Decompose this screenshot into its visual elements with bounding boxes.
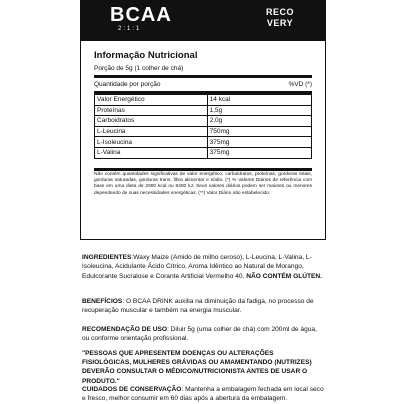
- nutrient-value: 375mg: [207, 147, 311, 158]
- table-row: [95, 116, 312, 127]
- nutrition-rule-bottom: [94, 168, 312, 171]
- storage-section: [82, 385, 324, 404]
- storage-text: : Mantenha a embalagem fechada em local seco e fresco, melhor consumir em 60 dias após a abertura da embalagem.: [82, 386, 324, 403]
- storage-label: CUIDADOS DE CONSERVAÇÃO: [82, 386, 182, 393]
- nutrient-value: 2,0g: [207, 116, 311, 127]
- vd-header-label: %VD (*): [288, 81, 312, 88]
- brand-tag-line1: RECO: [265, 7, 294, 17]
- nutrient-value: 375mg: [207, 137, 311, 148]
- nutrient-name: L-Valina: [95, 147, 208, 158]
- gluten-notice: NÃO CONTÉM GLÚTEN.: [246, 272, 323, 280]
- benefits-label: BENEFÍCIOS: [82, 298, 123, 305]
- brand-tag-line2: VERY: [266, 18, 294, 28]
- brand-tag: [258, 7, 302, 29]
- nutrient-value: 750mg: [207, 126, 311, 137]
- ingredients-text: :Waxy Maize (Amido de milho ceroso), L-Leucina, L-Valina, L-Isoleucina, Acidulante Ácido Cítrico, Aroma Idêntico ao Natural de Morango, Edulcorante Sucralose e Corante Artificial Vermelho 40.: [82, 254, 312, 280]
- nutrient-name: Carboidratos: [95, 116, 208, 127]
- benefits-section: [82, 297, 324, 316]
- health-warning: "PESSOAS QUE APRESENTEM DOENÇAS OU ALTERAÇÕES FISIOLÓGICAS, MULHERES GRÁVIDAS OU AMAMENTANDO (NUTRIZES) DEVERÃO CONSULTAR O MÉDICO/NUTRICIONISTA ANTES DE USAR O PRODUTO.": [82, 350, 312, 385]
- brand-header: [80, 0, 326, 40]
- product-label: [80, 0, 326, 403]
- brand-name: BCAA: [110, 4, 172, 26]
- nutrient-value: 1,5g: [207, 105, 311, 116]
- brand-ratio: 2:1:1: [118, 26, 142, 32]
- usage-text: : Diluir 5g (uma colher de chá) com 200ml de água, ou conforme orientação profissional.: [82, 326, 317, 343]
- nutrition-rule-top: [94, 75, 312, 78]
- qty-header-label: Quantidade por porção: [94, 81, 161, 88]
- nutrition-qty-header: [94, 80, 312, 90]
- table-row: [95, 95, 312, 106]
- nutrition-portion: Porção de 5g (1 colher de chá): [94, 65, 184, 72]
- nutrient-name: L-Leucina: [95, 126, 208, 137]
- table-row: [95, 147, 312, 158]
- ingredients-label: INGREDIENTES: [82, 254, 132, 261]
- benefits-text: : O BCAA DRINK auxilia na diminuição da fadiga, no processo de recuperação muscular e também na energia muscular.: [82, 298, 314, 315]
- nutrient-name: Valor Energético: [95, 95, 208, 106]
- nutrition-table: [94, 94, 312, 159]
- nutrition-footnote: Não contém quantidades significativas de valor energético, carboidratos, proteínas, gorduras totais, gorduras saturadas, gorduras trans, fibra alimentar e sódio. (*) % Valores Diários de referência com base em uma dieta de 2000 kcal ou 8400 kJ. Seus valores diários podem ser maiores ou menores dependendo de suas necessidades energéticas. (**) Valor Diário não estabelecido.: [94, 172, 312, 196]
- nutrient-name: Proteínas: [95, 105, 208, 116]
- usage-label: RECOMENDAÇÃO DE USO: [82, 326, 167, 333]
- table-row: [95, 105, 312, 116]
- usage-section: [82, 325, 324, 344]
- table-row: [95, 126, 312, 137]
- table-row: [95, 137, 312, 148]
- nutrient-name: L-Isoleucina: [95, 137, 208, 148]
- nutrition-title: Informação Nutricional: [94, 50, 198, 61]
- nutrient-value: 14 kcal: [207, 95, 311, 106]
- ingredients-section: [82, 253, 324, 281]
